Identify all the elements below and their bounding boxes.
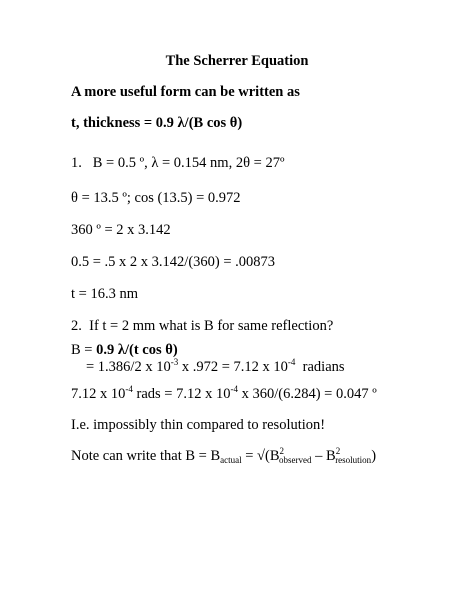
example-2-question: If t = 2 mm what is B for same reflection? (89, 318, 334, 334)
note-line (71, 447, 376, 465)
b-formula-bold: 0.9 λ/(t cos θ) (96, 342, 178, 358)
b-calc-part2: x .972 = 7.12 x 10 (178, 359, 288, 375)
note-sup-2a: 2 (279, 446, 285, 456)
example-2-number: 2. (71, 318, 82, 334)
radian-conversion-line: 0.5 = .5 x 2 x 3.142/(360) = .00873 (71, 254, 276, 270)
note-sub-resolution: resolution (335, 455, 372, 465)
note-sup-2b: 2 (335, 446, 341, 456)
b-calculation-line (86, 358, 345, 376)
note-part2: = √(B (241, 448, 280, 464)
b-formula-line (71, 341, 178, 359)
example-1-number: 1. (71, 155, 82, 171)
rads-exp1: -4 (125, 384, 133, 394)
rads-part2: rads = 7.12 x 10 (132, 386, 231, 402)
degrees-line: 360 º = 2 x 3.142 (71, 222, 171, 238)
b-calc-exp2: -4 (287, 357, 296, 367)
note-sub-actual: actual (220, 455, 242, 465)
rads-part3: x 360/(6.284) = 0.047 º (237, 386, 377, 402)
theta-line: θ = 13.5 º; cos (13.5) = 0.972 (71, 190, 241, 206)
thickness-result: t = 16.3 nm (71, 286, 138, 302)
rads-conversion-line (71, 385, 377, 403)
rads-exp2: -4 (230, 384, 238, 394)
note-part4: ) (371, 448, 377, 464)
b-formula-prefix: B = (71, 342, 97, 358)
b-calc-part1: = 1.386/2 x 10 (86, 359, 171, 375)
example-2-line (71, 317, 333, 335)
note-sub-observed: observed (279, 455, 312, 465)
b-calc-exp1: -3 (170, 357, 179, 367)
note-part3: – B (311, 448, 336, 464)
scherrer-equation: t, thickness = 0.9 λ/(B cos θ) (71, 115, 243, 131)
rads-part1: 7.12 x 10 (71, 386, 126, 402)
intro-text: A more useful form can be written as (71, 84, 300, 100)
example-1-line (71, 154, 284, 172)
b-calc-part3: radians (295, 359, 345, 375)
example-1-given: B = 0.5 º, λ = 0.154 nm, 2θ = 27º (92, 155, 285, 171)
note-part1: Note can write that B = B (71, 448, 221, 464)
document-title: The Scherrer Equation (165, 53, 309, 69)
conclusion-text: I.e. impossibly thin compared to resolution! (71, 417, 326, 433)
